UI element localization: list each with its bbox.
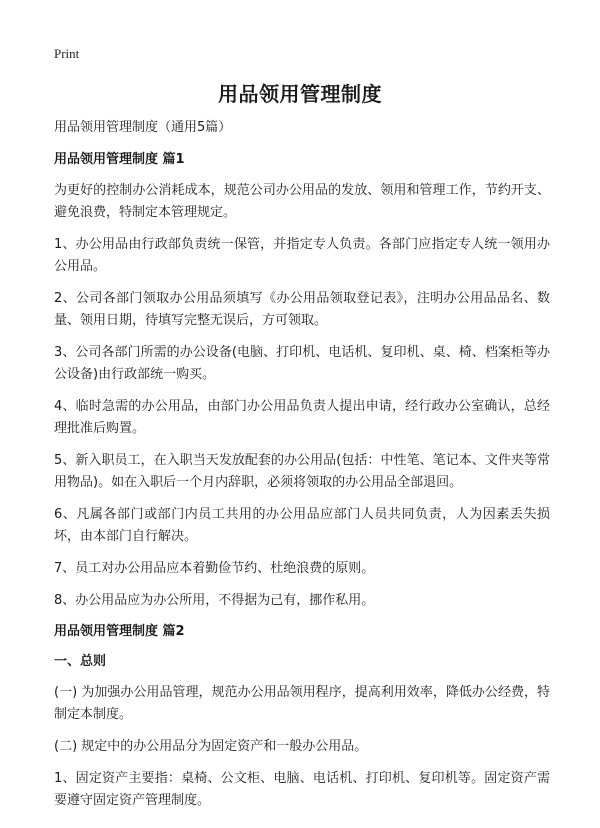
paragraph: 2、公司各部门领取办公用品须填写《办公用品领取登记表》，注明办公用品品名、数量、领用日期，待填写完整无误后，方可领取。 [54, 291, 550, 328]
document-subtitle: 用品领用管理制度（通用5篇） [54, 120, 232, 135]
section-heading-2: 用品领用管理制度 篇2 [54, 624, 185, 639]
paragraph: 1、办公用品由行政部负责统一保管，并指定专人负责。各部门应指定专人统一领用办公用品。 [54, 237, 550, 274]
document-title: 用品领用管理制度 [218, 82, 382, 106]
paragraph: 4、临时急需的办公用品，由部门办公用品负责人提出申请，经行政办公室确认，总经理批准后购置。 [54, 399, 550, 436]
paragraph: 5、新入职员工，在入职当天发放配套的办公用品(包括：中性笔、笔记本、文件夹等常用物品)。如在入职后一个月内辞职，必须将领取的办公用品全部退回。 [54, 453, 550, 490]
sub-heading-general: 一、总则 [54, 654, 107, 669]
paragraph: 1、固定资产主要指：桌椅、公文柜、电脑、电话机、打印机、复印机等。固定资产需要遵守固定资产管理制度。 [54, 771, 550, 808]
section-heading-1: 用品领用管理制度 篇1 [54, 152, 185, 167]
document-body [54, 118, 550, 822]
paragraph: 3、公司各部门所需的办公设备(电脑、打印机、电话机、复印机、桌、椅、档案柜等办公设备)由行政部统一购买。 [54, 345, 550, 382]
paragraph: (一) 为加强办公用品管理，规范办公用品领用程序，提高利用效率，降低办公经费，特制定本制度。 [54, 685, 550, 722]
paragraph: (二) 规定中的办公用品分为固定资产和一般办公用品。 [54, 739, 368, 754]
paragraph: 8、办公用品应为办公所用，不得据为己有，挪作私用。 [54, 593, 375, 608]
paragraph: 为更好的控制办公消耗成本，规范公司办公用品的发放、领用和管理工作，节约开支、避免浪费，特制定本管理规定。 [54, 183, 550, 220]
paragraph: 7、员工对办公用品应本着勤俭节约、杜绝浪费的原则。 [54, 561, 375, 576]
paragraph: 6、凡属各部门或部门内员工共用的办公用品应部门人员共同负责，人为因素丢失损坏，由本部门自行解决。 [54, 507, 550, 544]
print-label: Print [54, 46, 80, 61]
